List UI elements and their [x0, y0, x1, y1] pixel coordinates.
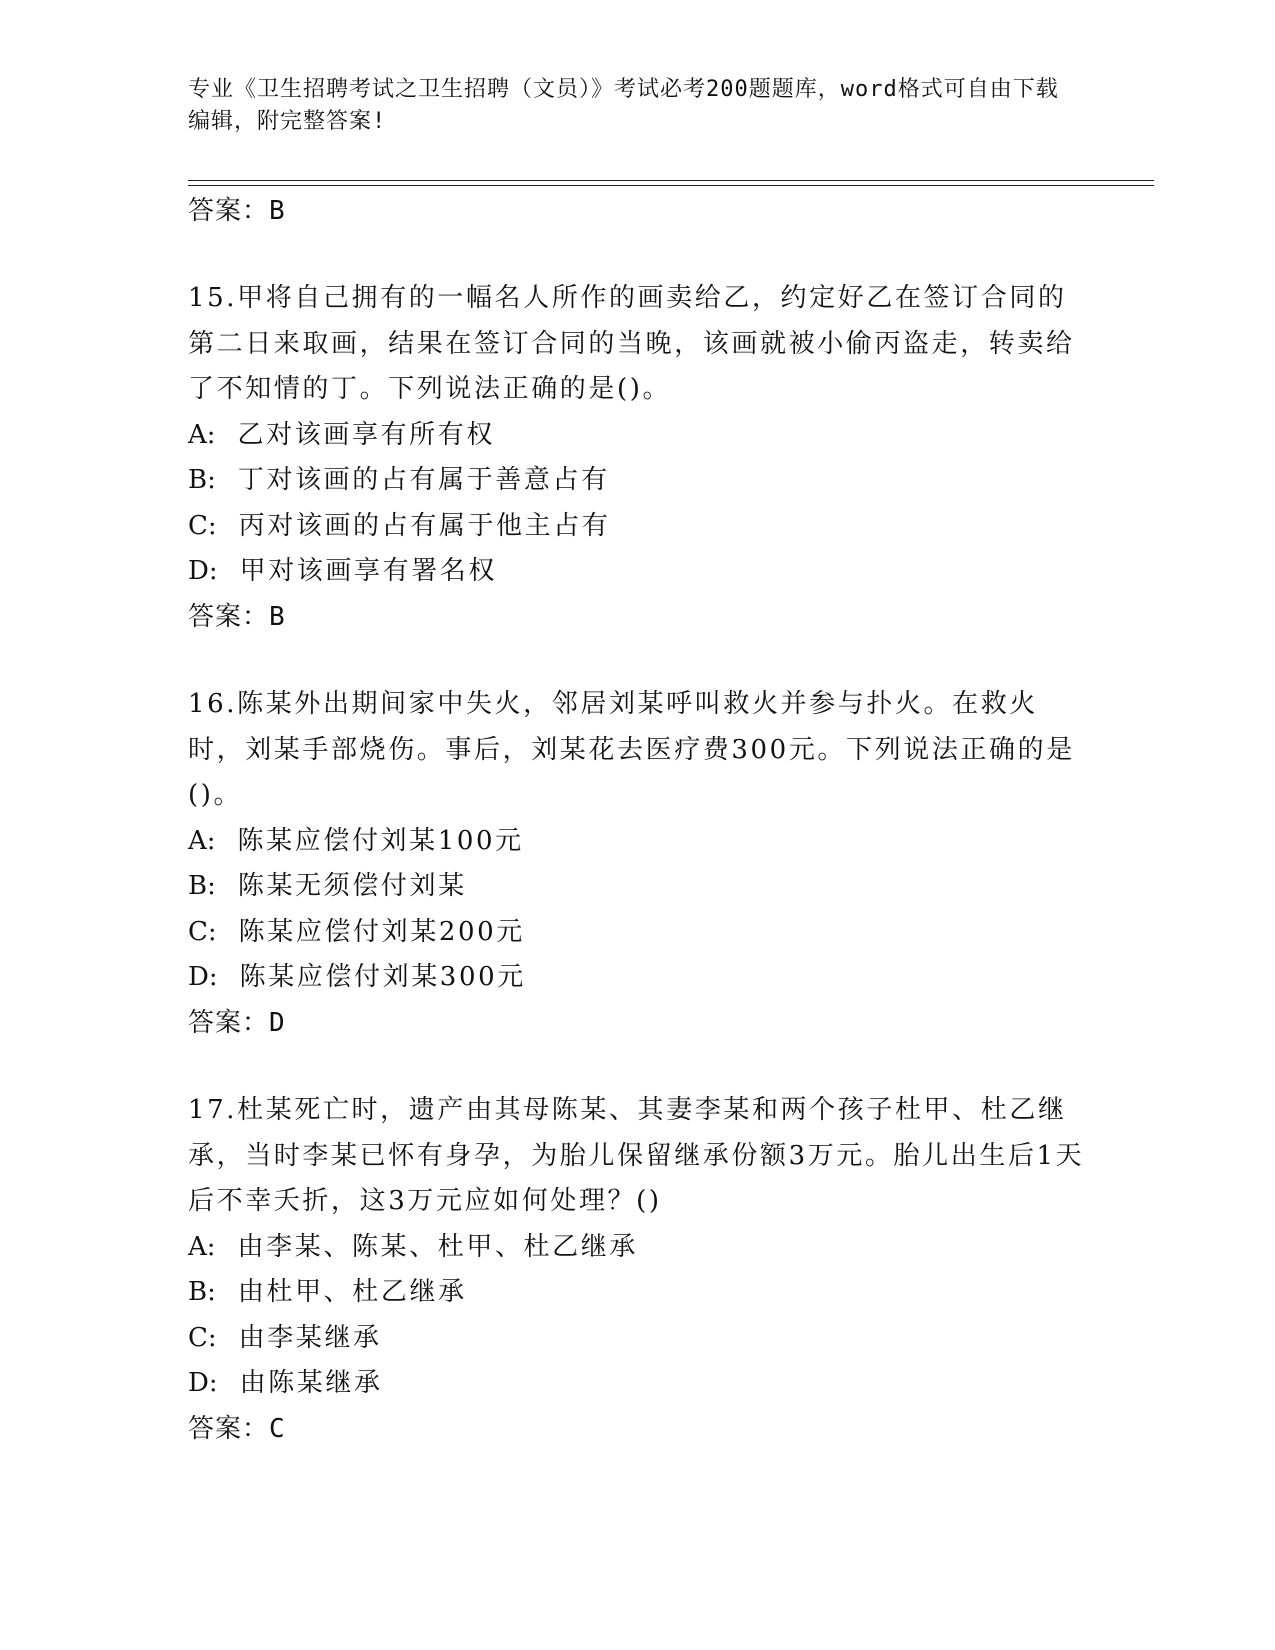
option-text: 陈某应偿付刘某100元 [237, 825, 524, 856]
document-header: 专业《卫生招聘考试之卫生招聘（文员）》考试必考200题题库，word格式可自由下载编辑，附完整答案! [188, 77, 1059, 134]
question-stem: 17.杜某死亡时，遗产由其母陈某、其妻李某和两个孩子杜甲、杜乙继承，当时李某已怀有身孕，为胎儿保留继承份额3万元。胎儿出生后1天后不幸夭折，这3万元应如何处理？() [188, 1095, 1085, 1216]
option-a [188, 413, 1088, 459]
previous-answer: 答案：B [188, 196, 286, 226]
option-text: 陈某无须偿付刘某 [237, 871, 467, 901]
document-body [188, 188, 1088, 1452]
header-rule-bottom [188, 185, 1154, 186]
option-text: 丙对该画的占有属于他主占有 [238, 510, 611, 541]
option-letter: C: [188, 510, 217, 541]
option-a [188, 819, 1088, 865]
option-text: 丁对该画的占有属于善意占有 [237, 465, 610, 495]
question-16 [188, 682, 1088, 1046]
option-b [188, 864, 1088, 910]
option-b [188, 458, 1088, 504]
header-rule-top [188, 180, 1154, 181]
option-d [188, 549, 1088, 595]
option-text: 由陈某继承 [239, 1368, 383, 1398]
question-answer: 答案：B [188, 601, 286, 632]
option-letter: B: [188, 1277, 216, 1307]
option-letter: B: [188, 871, 216, 901]
question-15 [188, 276, 1088, 640]
option-d [188, 1361, 1088, 1407]
option-letter: C: [188, 916, 217, 947]
option-text: 由李某继承 [238, 1322, 382, 1353]
option-text: 陈某应偿付刘某300元 [239, 962, 526, 992]
option-text: 乙对该画享有所有权 [237, 419, 495, 450]
option-letter: C: [188, 1322, 217, 1353]
option-text: 甲对该画享有署名权 [239, 556, 498, 586]
option-b [188, 1270, 1088, 1316]
option-letter: B: [188, 465, 216, 495]
option-a [188, 1225, 1088, 1271]
option-c [188, 504, 1088, 550]
question-stem: 16.陈某外出期间家中失火，邻居刘某呼叫救火并参与扑火。在救火时，刘某手部烧伤。事后，刘某花去医疗费300元。下列说法正确的是()。 [188, 689, 1075, 810]
option-letter: D: [188, 962, 218, 992]
question-17 [188, 1088, 1088, 1452]
option-letter: A: [188, 1231, 216, 1262]
option-c [188, 1316, 1088, 1362]
option-letter: D: [188, 1368, 218, 1398]
question-answer: 答案：C [188, 1413, 286, 1444]
option-text: 由李某、陈某、杜甲、杜乙继承 [237, 1231, 638, 1262]
option-letter: D: [188, 556, 218, 586]
option-text: 陈某应偿付刘某200元 [238, 916, 525, 947]
question-stem: 15.甲将自己拥有的一幅名人所作的画卖给乙，约定好乙在签订合同的第二日来取画，结果在签订合同的当晚，该画就被小偷丙盗走，转卖给了不知情的丁。下列说法正确的是()。 [188, 283, 1075, 404]
option-d [188, 955, 1088, 1001]
option-letter: A: [188, 825, 216, 856]
option-text: 由杜甲、杜乙继承 [237, 1277, 467, 1307]
option-c [188, 910, 1088, 956]
question-answer: 答案：D [188, 1007, 286, 1038]
option-letter: A: [188, 419, 216, 450]
